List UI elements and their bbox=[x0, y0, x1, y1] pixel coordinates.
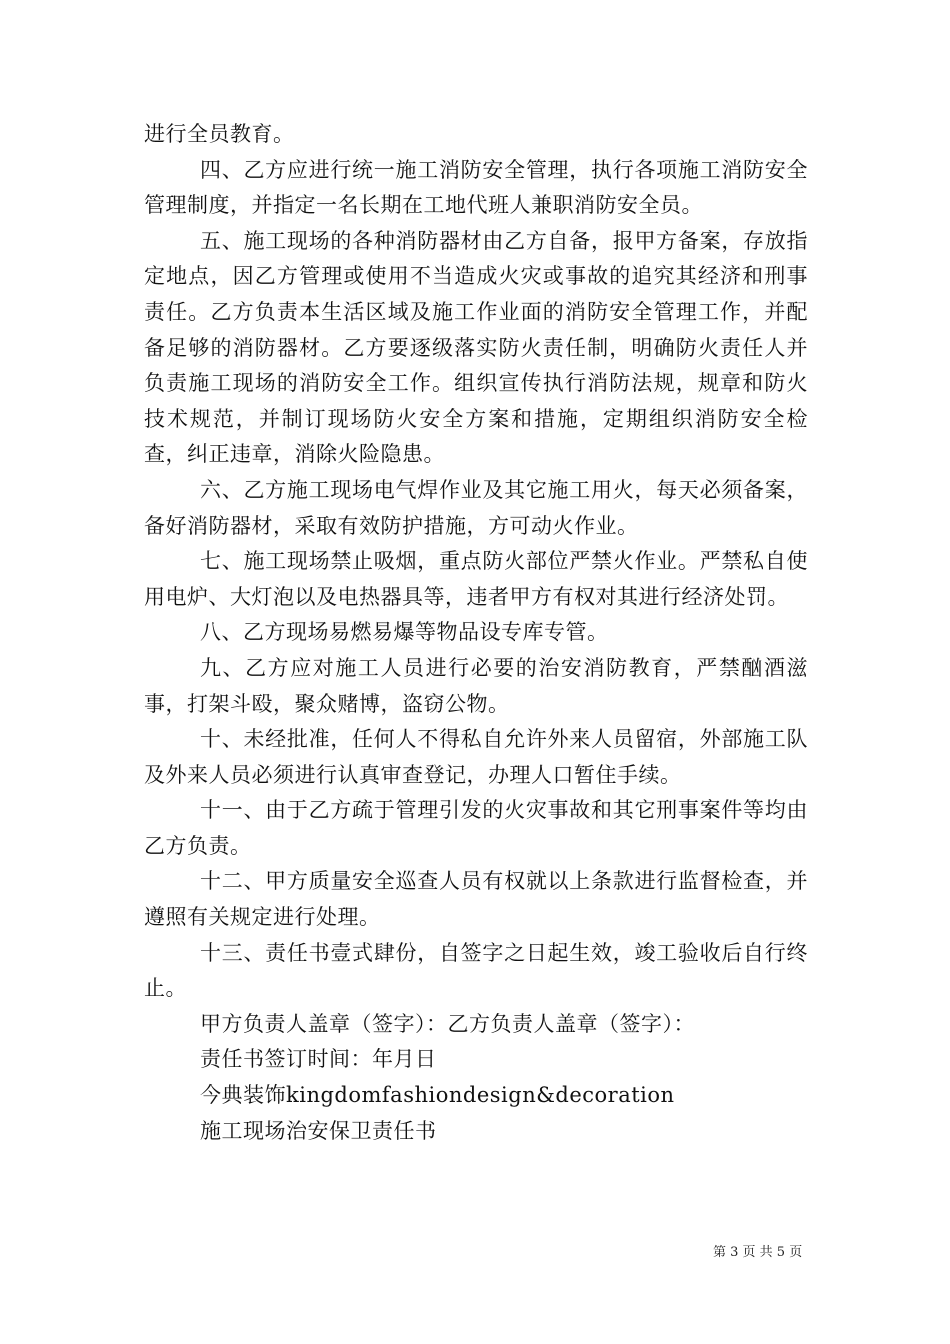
paragraph-clause-5: 五、施工现场的各种消防器材由乙方自备，报甲方备案，存放指定地点，因乙方管理或使用不当造成火灾或事故的追究其经济和刑事责任。乙方负责本生活区域及施工作业面的消防安全管理工作，并配备足够的消防器材。乙方要逐级落实防火责任制，明确防火责任人并负责施工现场的消防安全工作。组织宣传执行消防法规，规章和防火技术规范，并制订现场防火安全方案和措施，定期组织消防安全检查，纠正违章，消除火险隐患。 bbox=[144, 228, 808, 467]
paragraph-clause-10: 十、未经批准，任何人不得私自允许外来人员留宿，外部施工队及外来人员必须进行认真审查登记，办理人口暂住手续。 bbox=[144, 727, 808, 787]
signature-line: 甲方负责人盖章（签字）：乙方负责人盖章（签字）： bbox=[200, 1011, 695, 1036]
signing-date-line: 责任书签订时间：年月日 bbox=[200, 1047, 437, 1072]
next-document-title: 施工现场治安保卫责任书 bbox=[200, 1118, 437, 1143]
paragraph-clause-8: 八、乙方现场易燃易爆等物品设专库专管。 bbox=[200, 620, 609, 645]
paragraph-clause-11: 十一、由于乙方疏于管理引发的火灾事故和其它刑事案件等均由乙方负责。 bbox=[144, 798, 808, 858]
page-number-footer: 第 3 页 共 5 页 bbox=[713, 1245, 803, 1260]
paragraph-continuation: 进行全员教育。 bbox=[144, 122, 295, 146]
paragraph-clause-4: 四、乙方应进行统一施工消防安全管理，执行各项施工消防安全管理制度，并指定一名长期在工地代班人兼职消防安全员。 bbox=[144, 157, 808, 218]
paragraph-clause-6: 六、乙方施工现场电气焊作业及其它施工用火，每天必须备案，备好消防器材，采取有效防护措施，方可动火作业。 bbox=[144, 477, 808, 538]
paragraph-clause-12: 十二、甲方质量安全巡查人员有权就以上条款进行监督检查，并遵照有关规定进行处理。 bbox=[144, 869, 808, 930]
paragraph-clause-13: 十三、责任书壹式肆份，自签字之日起生效，竣工验收后自行终止。 bbox=[144, 940, 808, 1001]
paragraph-clause-7: 七、施工现场禁止吸烟，重点防火部位严禁火作业。严禁私自使用电炉、大灯泡以及电热器具等，违者甲方有权对其进行经济处罚。 bbox=[144, 549, 808, 609]
document-body bbox=[144, 117, 808, 1149]
paragraph-clause-9: 九、乙方应对施工人员进行必要的治安消防教育，严禁酗酒滋事，打架斗殴，聚众赌博，盗窃公物。 bbox=[144, 655, 808, 716]
company-name-line: 今典装饰kingdomfashiondesign&decoration bbox=[200, 1083, 675, 1108]
